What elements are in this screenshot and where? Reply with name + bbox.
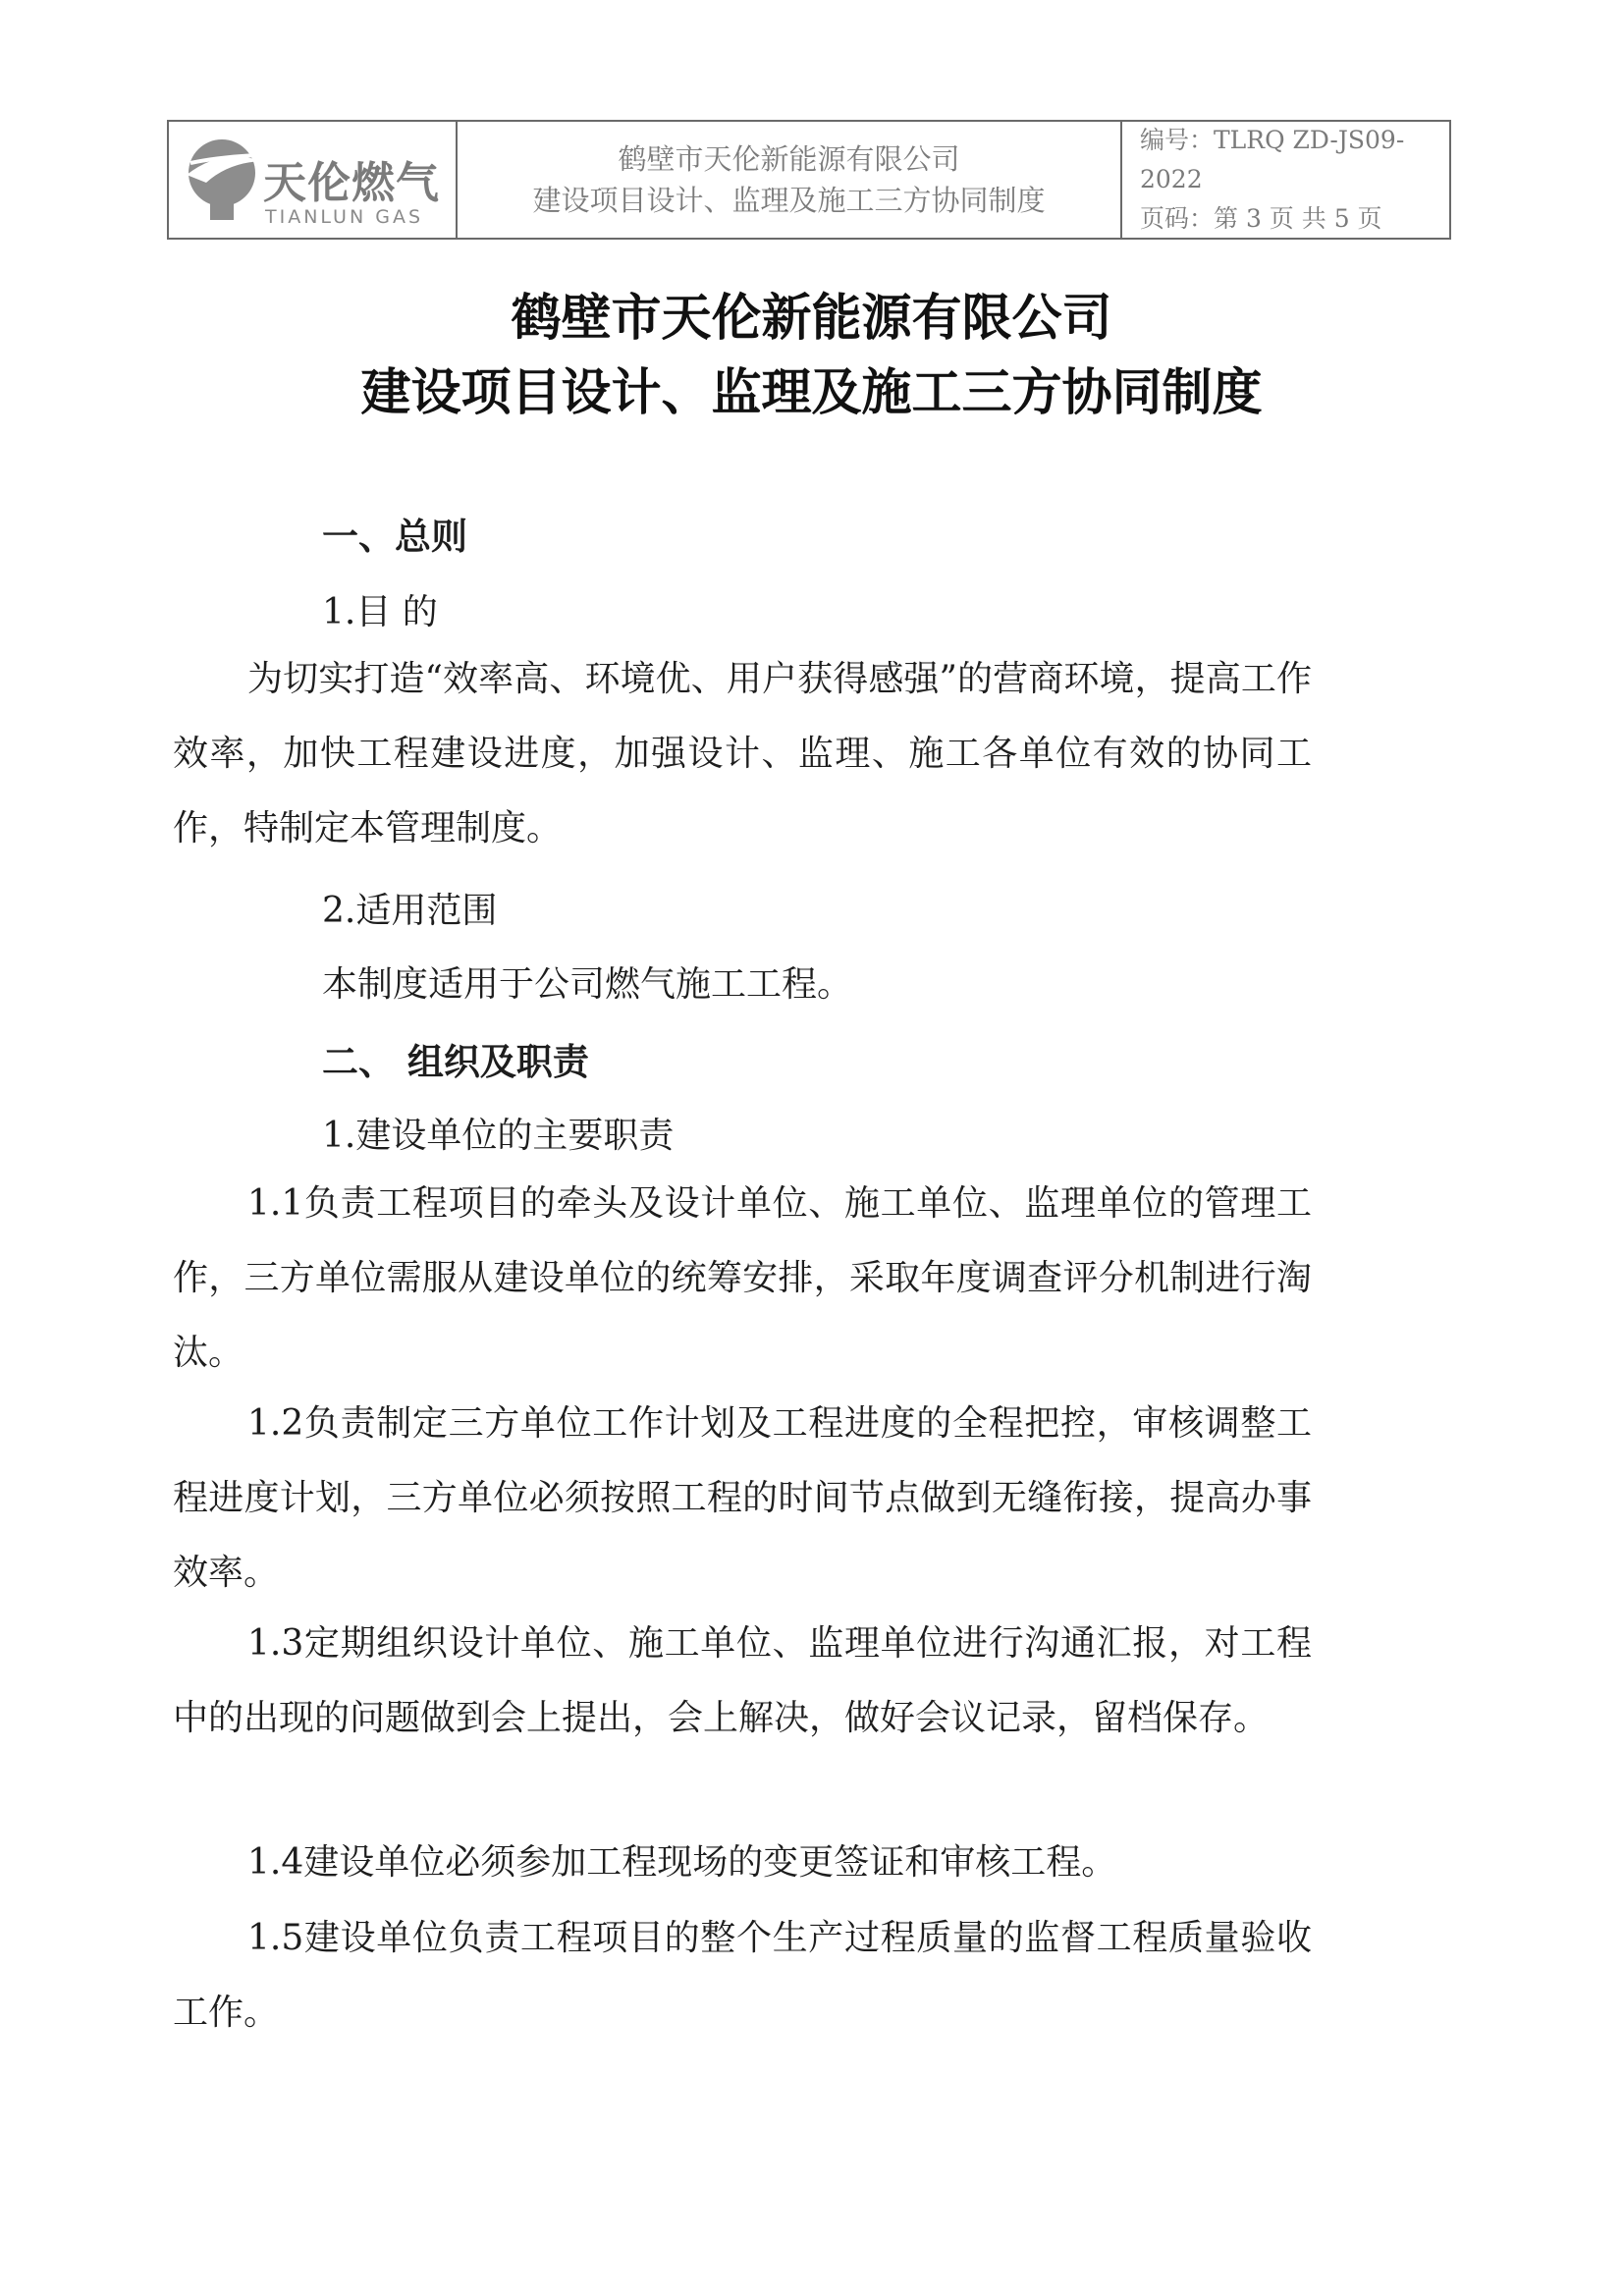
header-company: 鹤壁市天伦新能源有限公司 bbox=[618, 142, 960, 176]
tianlun-logo-icon bbox=[183, 134, 263, 228]
section-heading-1: 一、总则 bbox=[322, 516, 467, 558]
paragraph-1-5: 1.5建设单位负责工程项目的整个生产过程质量的监督工程质量验收工作。 bbox=[173, 1918, 1312, 2033]
header-title-cell bbox=[458, 122, 1122, 238]
logo-name: 天伦燃气 bbox=[263, 158, 440, 208]
paragraph-1-3: 1.3定期组织设计单位、施工单位、监理单位进行沟通汇报，对工程中的出现的问题做到会上提出，会上解决，做好会议记录，留档保存。 bbox=[173, 1623, 1312, 1738]
page-indicator: 页码：第 3 页 共 5 页 bbox=[1140, 204, 1382, 233]
header-doc-title: 建设项目设计、监理及施工三方协同制度 bbox=[532, 184, 1046, 217]
subsection-owner-duties: 1.建设单位的主要职责 bbox=[322, 1116, 675, 1156]
section-heading-2: 二、 组织及职责 bbox=[322, 1041, 589, 1083]
paragraph-scope: 本制度适用于公司燃气施工工程。 bbox=[322, 964, 853, 1005]
paragraph-purpose: 为切实打造“效率高、环境优、用户获得感强”的营商环境，提高工作效率，加快工程建设进度，加强设计、监理、施工各单位有效的协同工作，特制定本管理制度。 bbox=[173, 659, 1312, 848]
doc-code: 编号：TLRQ ZD-JS09-2022 bbox=[1140, 126, 1405, 193]
paragraph-1-2: 1.2负责制定三方单位工作计划及工程进度的全程把控，审核调整工程进度计划，三方单位必须按照工程的时间节点做到无缝衔接，提高办事效率。 bbox=[173, 1403, 1312, 1593]
subsection-scope: 2.适用范围 bbox=[322, 891, 498, 931]
paragraph-1-1: 1.1负责工程项目的牵头及设计单位、施工单位、监理单位的管理工作，三方单位需服从建设单位的统筹安排，采取年度调查评分机制进行淘汰。 bbox=[173, 1183, 1312, 1373]
subsection-purpose: 1.目 的 bbox=[322, 592, 438, 632]
page-title-line1: 鹤壁市天伦新能源有限公司 bbox=[511, 290, 1112, 348]
paragraph-1-4: 1.4建设单位必须参加工程现场的变更签证和审核工程。 bbox=[247, 1842, 1117, 1883]
page-title-line2: 建设项目设计、监理及施工三方协同制度 bbox=[360, 364, 1263, 422]
header-meta-cell bbox=[1122, 122, 1449, 238]
logo-cell bbox=[169, 122, 458, 238]
document-header bbox=[167, 120, 1451, 240]
logo-subtitle: TIANLUN GAS bbox=[265, 206, 423, 228]
